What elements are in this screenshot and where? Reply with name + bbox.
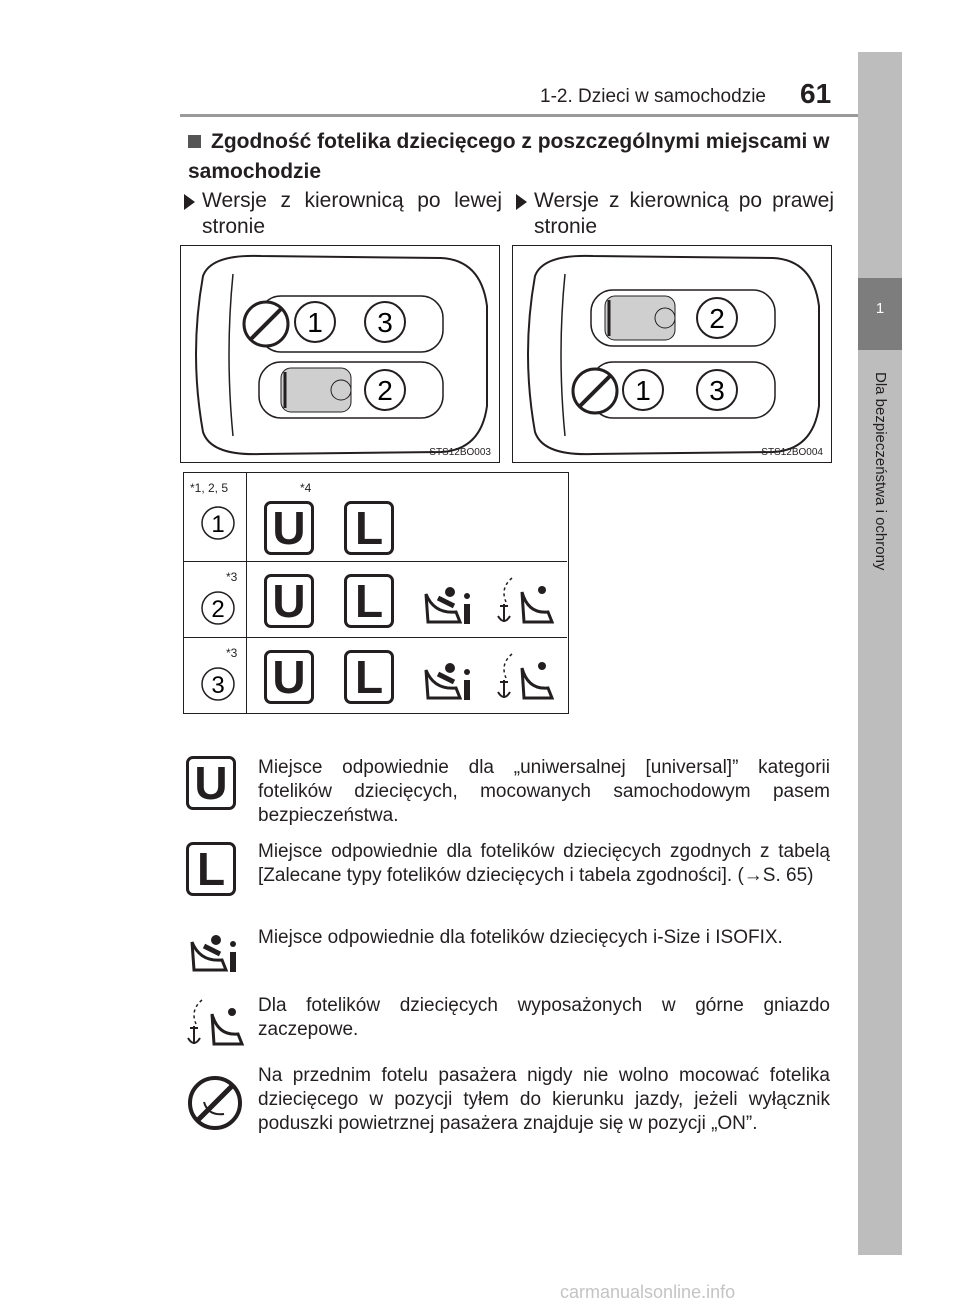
page-number: 61 xyxy=(800,78,832,109)
row-note: *3 xyxy=(226,570,238,584)
svg-text:2: 2 xyxy=(211,596,225,623)
prohibited-icon xyxy=(186,1074,244,1132)
header-rule xyxy=(180,114,858,117)
universal-badge: U xyxy=(264,501,314,555)
top-tether-icon xyxy=(186,996,246,1052)
universal-badge: U xyxy=(264,650,314,704)
legend-u-text: Miejsce odpowiednie dla „uniwersalnej [universal]” kategorii fotelików dziecięcych, mocowanych samochodowym pasem bezpieczeństwa. xyxy=(258,757,830,826)
row-note: *3 xyxy=(226,646,238,660)
table-row xyxy=(184,473,567,561)
bullet-square-icon xyxy=(188,135,201,148)
seat-number-circle xyxy=(200,590,236,626)
chapter-label: Dla bezpieczeństwa i ochrony xyxy=(872,372,889,571)
car-diagram-left xyxy=(180,245,500,463)
variant-left-text: Wersje z kierownicą po lewej stronie xyxy=(202,189,502,238)
triangle-bullet-icon xyxy=(516,194,527,210)
l-badge: L xyxy=(344,574,394,628)
car-top-view-left xyxy=(181,246,499,462)
seat-number: 1 xyxy=(635,375,651,406)
top-tether-icon xyxy=(496,650,556,706)
seat-number-circle xyxy=(200,666,236,702)
seat-number: 2 xyxy=(377,375,393,406)
variant-right-text: Wersje z kierownicą po prawej stronie xyxy=(534,189,834,238)
variant-left xyxy=(202,188,502,240)
svg-text:3: 3 xyxy=(211,672,225,699)
i-size-icon xyxy=(420,574,476,630)
table-row xyxy=(184,561,567,638)
section-heading xyxy=(188,127,838,187)
figure-code: STS12BO003 xyxy=(429,447,491,458)
legend-l-badge: L xyxy=(186,842,236,896)
chapter-number: 1 xyxy=(875,300,885,317)
car-top-view-right xyxy=(513,246,831,462)
watermark: carmanualsonline.info xyxy=(560,1282,736,1302)
i-size-icon xyxy=(186,922,242,978)
car-diagram-right xyxy=(512,245,832,463)
seat-number-circle xyxy=(200,505,236,541)
universal-badge: U xyxy=(264,574,314,628)
table-row xyxy=(184,637,567,714)
legend-prohibited-text: Na przednim fotelu pasażera nigdy nie wolno mocować fotelika dziecięcego w pozycji tyłem do kierunku jazdy, jeżeli wyłącznik poduszki powietrznej pasażera znajduje się w pozycji „ON”. xyxy=(258,1065,830,1134)
header-title: 1-2. Dzieci w samochodzie xyxy=(540,86,766,107)
seat-number: 3 xyxy=(709,375,725,406)
seat-number: 2 xyxy=(709,303,725,334)
compatibility-table xyxy=(183,472,569,714)
seat-number: 3 xyxy=(377,307,393,338)
seat-number: 1 xyxy=(307,307,323,338)
l-badge: L xyxy=(344,501,394,555)
top-tether-icon xyxy=(496,574,556,630)
svg-text:1: 1 xyxy=(211,511,225,538)
figure-code: STS12BO004 xyxy=(761,447,823,458)
legend-l-text: Miejsce odpowiednie dla fotelików dziecięcych zgodnych z tabelą [Zalecane typy fotelików dziecięcych i tabela zgodności]. (→S. 65) xyxy=(258,841,830,886)
row-note: *4 xyxy=(300,481,312,495)
legend-isize-text: Miejsce odpowiednie dla fotelików dziecięcych i-Size i ISOFIX. xyxy=(258,927,783,948)
side-tab xyxy=(858,52,902,1255)
section-heading-text: Zgodność fotelika dziecięcego z poszczególnymi miejscami w samochodzie xyxy=(188,130,830,183)
l-badge: L xyxy=(344,650,394,704)
legend-u-badge: U xyxy=(186,756,236,810)
triangle-bullet-icon xyxy=(184,194,195,210)
i-size-icon xyxy=(420,650,476,706)
variant-right xyxy=(534,188,834,240)
legend-tether-text: Dla fotelików dziecięcych wyposażonych w górne gniazdo zaczepowe. xyxy=(258,995,830,1040)
row-note: *1, 2, 5 xyxy=(190,481,229,495)
